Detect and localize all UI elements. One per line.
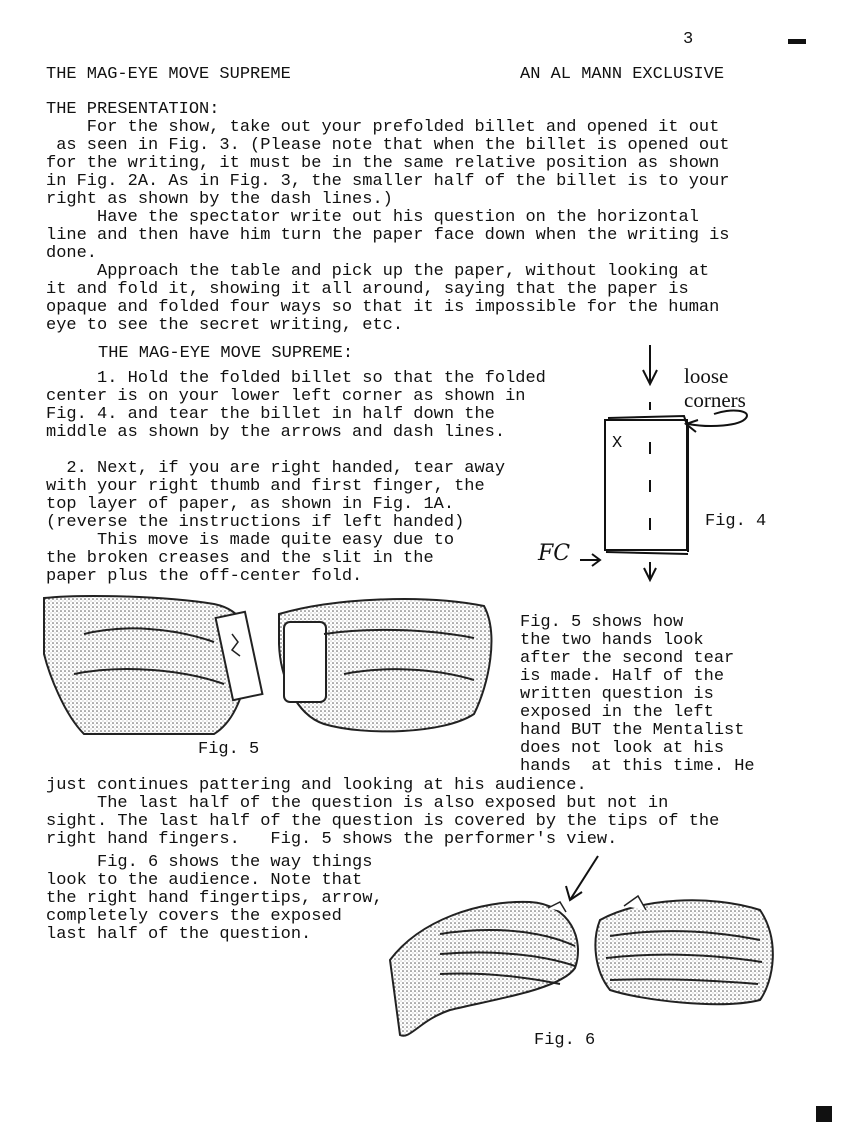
presentation-text (46, 119, 730, 335)
fig5-text-line: after the second tear (520, 649, 735, 668)
right-arrow-icon (580, 554, 600, 566)
document-title: THE MAG-EYE MOVE SUPREME (46, 65, 291, 84)
move-heading: THE MAG-EYE MOVE SUPREME: (98, 344, 354, 363)
move-instructions (46, 370, 546, 586)
fig5-text-line: written question is (520, 685, 714, 704)
curved-arrow-icon (686, 411, 747, 432)
paragraph-line: eye to see the secret writing, etc. (46, 316, 404, 335)
instruction-line: This move is made quite easy due to (46, 531, 455, 550)
fig5-text-line: hand BUT the Mentalist (520, 721, 745, 740)
fig6-text-line: Fig. 6 shows the way things (46, 853, 373, 872)
registration-mark (788, 39, 806, 44)
fig5-text-line: Fig. 5 shows how (520, 613, 684, 632)
instruction-line: 1. Hold the folded billet so that the folded (46, 369, 546, 388)
instruction-line: middle as shown by the arrows and dash lines. (46, 423, 506, 442)
fig5-text-line: does not look at his (520, 739, 725, 758)
paragraph-line: For the show, take out your prefolded billet and opened it out (46, 118, 720, 137)
instruction-line: (reverse the instructions if left handed) (46, 513, 465, 532)
fig5-text-line: is made. Half of the (520, 667, 725, 686)
paragraph-line: just continues pattering and looking at his audience. (46, 776, 587, 795)
paragraph-line: it and fold it, showing it all around, saying that the paper is (46, 280, 689, 299)
fig5-text-line: hands at this time. He (520, 757, 755, 776)
fig6-text-line: completely covers the exposed (46, 907, 342, 926)
instruction-line: paper plus the off-center fold. (46, 567, 363, 586)
fig5-text-line: exposed in the left (520, 703, 714, 722)
fig6-hands-illustration (370, 850, 780, 1050)
instruction-line: the broken creases and the slit in the (46, 549, 434, 568)
fig5-caption: Fig. 5 (198, 740, 260, 759)
paragraph-line: Approach the table and pick up the paper, without looking at (46, 262, 710, 281)
paragraph-line: Have the spectator write out his question on the horizontal (46, 208, 699, 227)
fig5-hands-illustration (44, 594, 504, 744)
instruction-line: top layer of paper, as shown in Fig. 1A. (46, 495, 455, 514)
loose-corners-label: loose corners (684, 364, 746, 412)
fig6-text-line: look to the audience. Note that (46, 871, 363, 890)
fig6-description (46, 854, 383, 944)
fig5-continued-text (46, 777, 719, 849)
right-hand-drawing (595, 900, 772, 1004)
presentation-heading: THE PRESENTATION: (46, 100, 220, 119)
fig6-text-line: last half of the question. (46, 925, 312, 944)
pointer-arrow-icon (566, 856, 598, 900)
down-arrow-bottom-icon (644, 562, 656, 580)
paragraph-line: done. (46, 244, 98, 263)
fig4-folded-center-label: FC (538, 541, 571, 566)
paragraph-line: in Fig. 2A. As in Fig. 3, the smaller half of the billet is to your (46, 172, 730, 191)
down-arrow-top-icon (643, 345, 657, 384)
fig4-caption: Fig. 4 (705, 512, 767, 531)
right-billet-half (284, 622, 326, 702)
registration-mark-corner (816, 1106, 832, 1122)
paragraph-line: right as shown by the dash lines.) (46, 190, 393, 209)
instruction-line: center is on your lower left corner as shown in (46, 387, 526, 406)
fig4-mark-x: X (612, 434, 623, 453)
fig5-description (520, 614, 755, 776)
paragraph-line: line and then have him turn the paper face down when the writing is (46, 226, 730, 245)
instruction-line: with your right thumb and first finger, the (46, 477, 485, 496)
fig6-caption: Fig. 6 (534, 1031, 596, 1050)
paragraph-line: sight. The last half of the question is covered by the tips of the (46, 812, 720, 831)
paragraph-line: as seen in Fig. 3. (Please note that when the billet is opened out (46, 136, 730, 155)
page-number: 3 (683, 30, 694, 49)
paragraph-line: opaque and folded four ways so that it is impossible for the human (46, 298, 720, 317)
document-byline: AN AL MANN EXCLUSIVE (520, 65, 725, 84)
fig6-text-line: the right hand fingertips, arrow, (46, 889, 383, 908)
instruction-line: 2. Next, if you are right handed, tear away (46, 459, 506, 478)
left-hand-drawing (390, 902, 578, 1036)
paragraph-line: right hand fingers. Fig. 5 shows the performer's view. (46, 830, 618, 849)
paragraph-line: The last half of the question is also exposed but not in (46, 794, 669, 813)
paragraph-line: for the writing, it must be in the same relative position as shown (46, 154, 720, 173)
fig5-text-line: the two hands look (520, 631, 704, 650)
instruction-line (46, 442, 546, 460)
instruction-line: Fig. 4. and tear the billet in half down the (46, 405, 495, 424)
